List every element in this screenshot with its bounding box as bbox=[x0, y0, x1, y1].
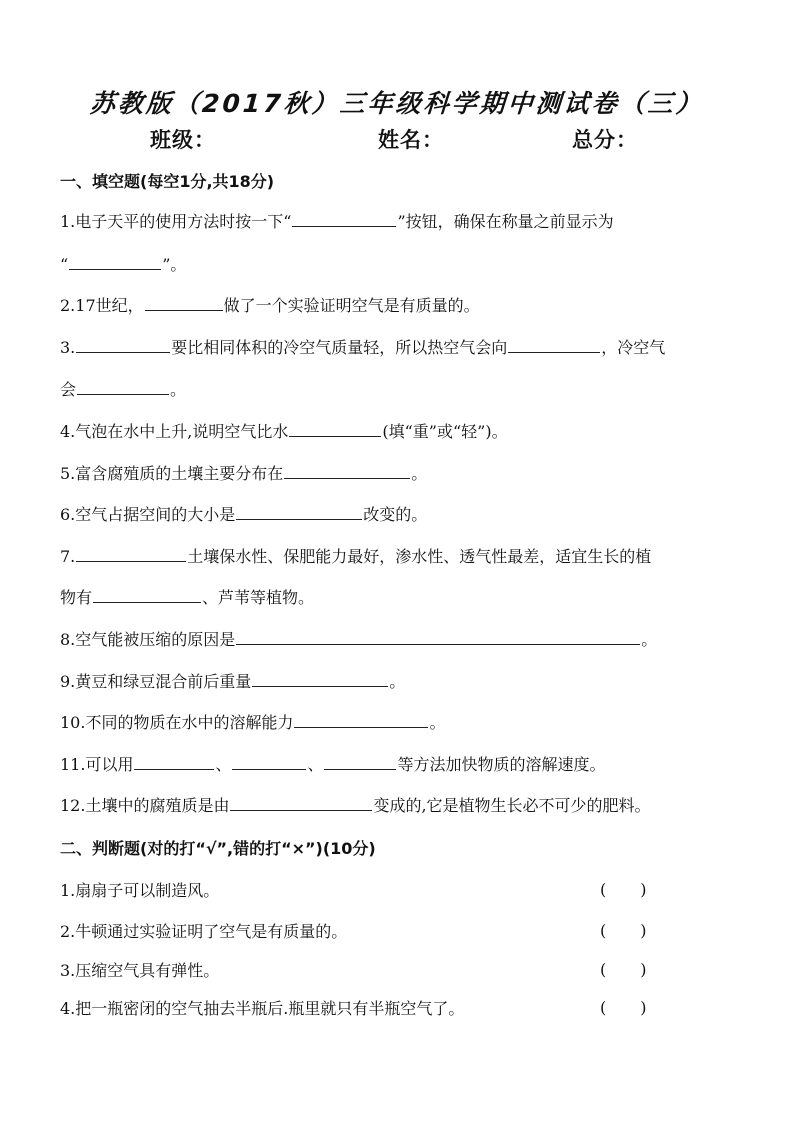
question-text: ”按钮，确保在称量之前显示为 bbox=[397, 212, 614, 231]
question-text: 要比相同体积的冷空气质量轻，所以热空气会向 bbox=[171, 338, 508, 357]
paren-close: ) bbox=[640, 880, 647, 899]
answer-blank[interactable] bbox=[324, 753, 396, 770]
question-7-continued bbox=[60, 586, 314, 609]
question-text: 3. bbox=[60, 338, 76, 357]
answer-blank[interactable] bbox=[236, 503, 362, 520]
tf-question-3: 3.压缩空气具有弹性。 bbox=[60, 961, 220, 980]
answer-blank[interactable] bbox=[294, 711, 428, 728]
question-text: 、芦苇等植物。 bbox=[202, 588, 315, 607]
answer-blank[interactable] bbox=[232, 753, 306, 770]
question-text: 7. bbox=[60, 547, 76, 566]
question-text: 改变的。 bbox=[363, 505, 428, 524]
answer-blank[interactable] bbox=[134, 753, 214, 770]
question-text: 9.黄豆和绿豆混合前后重量 bbox=[60, 672, 252, 691]
question-text: 10.不同的物质在水中的溶解能力 bbox=[60, 713, 294, 732]
question-text: 。 bbox=[170, 380, 187, 399]
question-text: 。 bbox=[641, 630, 658, 649]
question-10 bbox=[60, 711, 445, 734]
question-3 bbox=[60, 336, 665, 359]
question-1 bbox=[60, 210, 614, 233]
score-label: 总分： bbox=[572, 128, 638, 152]
tf-question-2: 2.牛顿通过实验证明了空气是有质量的。 bbox=[60, 922, 348, 941]
paren-close: ) bbox=[640, 960, 647, 979]
answer-blank[interactable] bbox=[76, 545, 186, 562]
question-text: ，冷空气 bbox=[601, 338, 666, 357]
question-text: 土壤保水性、保肥能力最好，渗水性、透气性最差，适宜生长的植 bbox=[187, 547, 652, 566]
answer-blank[interactable] bbox=[145, 294, 223, 311]
answer-blank[interactable] bbox=[284, 462, 410, 479]
paren-close: ) bbox=[640, 998, 647, 1017]
section-heading-true-false: 二、判断题(对的打“√”,错的打“×”)(10分) bbox=[60, 839, 376, 858]
question-text: 。 bbox=[389, 672, 406, 691]
question-2 bbox=[60, 294, 480, 317]
question-text: 物有 bbox=[60, 588, 93, 607]
answer-parentheses[interactable] bbox=[600, 960, 647, 979]
question-text: 等方法加快物质的溶解速度。 bbox=[397, 755, 606, 774]
answer-blank[interactable] bbox=[77, 378, 169, 395]
answer-blank[interactable] bbox=[76, 336, 170, 353]
question-text: 。 bbox=[429, 713, 446, 732]
class-label: 班级： bbox=[150, 128, 216, 152]
question-1-continued bbox=[60, 253, 186, 276]
paren-open: ( bbox=[600, 880, 607, 899]
paren-open: ( bbox=[600, 921, 607, 940]
question-text: 6.空气占据空间的大小是 bbox=[60, 505, 236, 524]
answer-blank[interactable] bbox=[93, 586, 201, 603]
question-6 bbox=[60, 503, 427, 526]
tf-question-4: 4.把一瓶密闭的空气抽去半瓶后.瓶里就只有半瓶空气了。 bbox=[60, 999, 465, 1018]
question-text: 5.富含腐殖质的土壤主要分布在 bbox=[60, 464, 284, 483]
paren-open: ( bbox=[600, 998, 607, 1017]
question-text: 8.空气能被压缩的原因是 bbox=[60, 630, 236, 649]
question-5 bbox=[60, 462, 427, 485]
page-title: 苏教版（2017秋）三年级科学期中测试卷（三） bbox=[89, 89, 705, 118]
question-text: 12.土壤中的腐殖质是由 bbox=[60, 796, 230, 815]
question-text: 做了一个实验证明空气是有质量的。 bbox=[223, 296, 480, 315]
answer-blank[interactable] bbox=[508, 336, 600, 353]
tf-question-1: 1.扇扇子可以制造风。 bbox=[60, 881, 220, 900]
question-text: 4.气泡在水中上升,说明空气比水 bbox=[60, 422, 289, 441]
question-text: “ bbox=[60, 255, 69, 274]
question-11 bbox=[60, 753, 606, 776]
answer-blank[interactable] bbox=[289, 420, 381, 437]
question-text: 2.17世纪， bbox=[60, 296, 144, 315]
question-text: 11.可以用 bbox=[60, 755, 134, 774]
answer-parentheses[interactable] bbox=[600, 880, 647, 899]
answer-blank[interactable] bbox=[252, 670, 388, 687]
answer-blank[interactable] bbox=[69, 253, 161, 270]
question-text: 、 bbox=[215, 755, 232, 774]
question-text: 变成的,它是植物生长必不可少的肥料。 bbox=[373, 796, 651, 815]
question-12 bbox=[60, 794, 651, 817]
question-text: ”。 bbox=[162, 255, 187, 274]
question-text: 、 bbox=[307, 755, 324, 774]
question-9 bbox=[60, 670, 405, 693]
question-3-continued bbox=[60, 378, 186, 401]
question-text: 。 bbox=[411, 464, 428, 483]
answer-parentheses[interactable] bbox=[600, 998, 647, 1017]
answer-parentheses[interactable] bbox=[600, 921, 647, 940]
question-text: (填“重”或“轻”)。 bbox=[382, 422, 508, 441]
question-8 bbox=[60, 628, 657, 651]
paren-close: ) bbox=[640, 921, 647, 940]
answer-blank[interactable] bbox=[236, 628, 640, 645]
name-label: 姓名： bbox=[378, 128, 444, 152]
section-heading-fill-blank: 一、填空题(每空1分,共18分) bbox=[60, 172, 275, 191]
question-text: 1.电子天平的使用方法时按一下“ bbox=[60, 212, 292, 231]
question-7 bbox=[60, 545, 651, 568]
question-4 bbox=[60, 420, 508, 443]
question-text: 会 bbox=[60, 380, 77, 399]
answer-blank[interactable] bbox=[230, 794, 372, 811]
answer-blank[interactable] bbox=[292, 210, 396, 227]
paren-open: ( bbox=[600, 960, 607, 979]
